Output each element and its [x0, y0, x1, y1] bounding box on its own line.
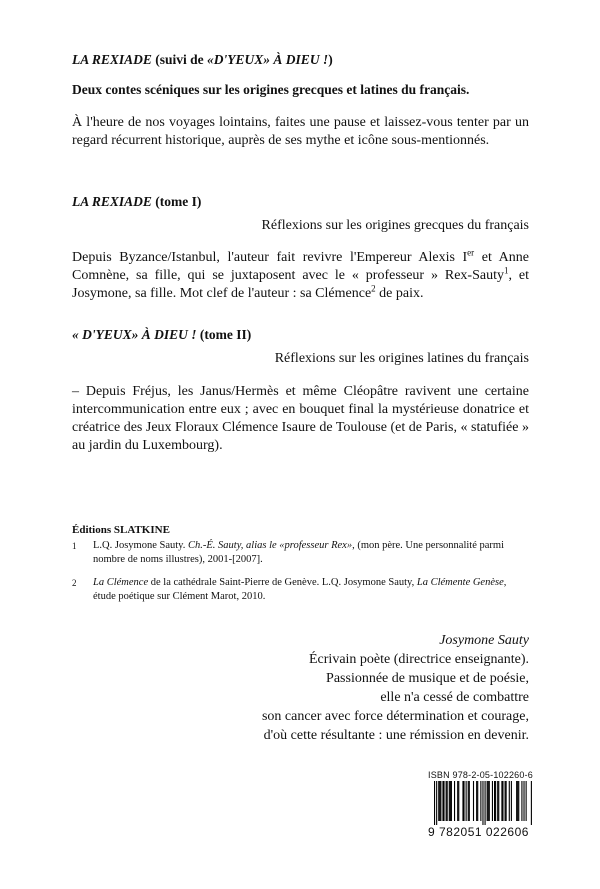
barcode-bar: [494, 781, 495, 821]
barcode-bar: [476, 781, 477, 821]
author-bio-line: elle n'a cessé de combattre: [380, 690, 529, 705]
barcode-bar: [438, 781, 439, 821]
barcode-bar: [451, 781, 452, 821]
footnote-ref-1: 1: [504, 265, 509, 276]
tome2-number: (tome II): [196, 327, 252, 342]
footnote-1-part-c: , (mon père. Une personnalité parmi nombre de noms illustres), 2001-[2007].: [93, 540, 504, 565]
barcode-bar: [457, 781, 458, 821]
author-bio-line: Écrivain poète (directrice enseignante).: [309, 652, 529, 667]
barcode-bar: [449, 781, 450, 821]
barcode-bar: [531, 781, 532, 825]
barcode-bar: [436, 781, 437, 825]
sequel-title: «D'YEUX» À DIEU !: [207, 52, 329, 67]
barcode-bar: [488, 781, 489, 821]
footnote-2-text: [93, 576, 529, 604]
book-subtitle: Deux contes scéniques sur les origines grecques et latines du français.: [72, 82, 470, 97]
barcode-bar: [485, 781, 486, 825]
footnote-1-text: [93, 539, 529, 567]
barcode-bar: [518, 781, 519, 821]
intro-paragraph: À l'heure de nos voyages lointains, faites une pause et laissez-vous tenter par un regard récurrent historique, auprès de ses mythe et icône sous-mentionnés.: [72, 115, 529, 148]
barcode-bar: [468, 781, 469, 821]
barcode-bar: [505, 781, 506, 821]
barcode-bar: [495, 781, 496, 821]
footnote-1-part-b: Ch.-É. Sauty, alias le «professeur Rex»: [187, 540, 353, 551]
barcode-bar: [477, 781, 478, 821]
tome2-paragraph: – Depuis Fréjus, les Janus/Hermès et même Cléopâtre ravivent une certaine intercommunication entre eux ; avec en bouquet final la mystérieuse donatrice et créatrice des Jeux Floraux Clémence Isaure de Toulouse (et de Paris, « statufiée » au jardin du Luxembourg).: [72, 384, 529, 453]
tome1-subheading: Réflexions sur les origines grecques du français: [261, 218, 529, 233]
isbn-barcode: [428, 770, 532, 840]
barcode-bar: [469, 781, 470, 821]
tome1-text-a: Depuis Byzance/Istanbul, l'auteur fait revivre l'Empereur Alexis I: [72, 250, 468, 265]
tome1-sup-er: er: [467, 247, 475, 258]
barcode-bar: [487, 781, 488, 821]
barcode-bar: [497, 781, 498, 821]
book-title-line: [72, 52, 333, 68]
footnote-2-part-b: de la cathédrale Saint-Pierre de Genève. L.Q. Josymone Sauty,: [148, 577, 417, 588]
tome2-title: « D'YEUX» À DIEU !: [72, 327, 197, 342]
barcode-bar: [443, 781, 444, 821]
author-bio-line: Passionnée de musique et de poésie,: [326, 671, 529, 686]
author-bio: [262, 631, 529, 745]
barcode-bar: [462, 781, 463, 821]
barcode-bar: [450, 781, 451, 821]
barcode-bar: [447, 781, 448, 821]
barcode-bar: [517, 781, 518, 821]
barcode-bar: [482, 781, 483, 825]
footnote-1: [72, 539, 529, 567]
footnote-2-part-a: La Clémence: [93, 577, 149, 588]
barcode-bar: [466, 781, 467, 821]
isbn-label: ISBN 978-2-05-102260-6: [428, 770, 533, 780]
footnote-1-number: 1: [72, 541, 77, 551]
barcode-bar: [480, 781, 481, 821]
footnote-2: [72, 576, 529, 604]
book-title: LA REXIADE: [72, 52, 152, 67]
tome1-paragraph: [72, 249, 529, 303]
barcode-bar: [498, 781, 499, 821]
footnote-2-number: 2: [72, 578, 77, 588]
barcode-bar: [489, 781, 490, 821]
barcode-bar: [516, 781, 517, 821]
footnote-1-part-a: L.Q. Josymone Sauty.: [93, 540, 188, 551]
barcode-bar: [442, 781, 443, 821]
author-name: Josymone Sauty: [439, 633, 529, 648]
barcode-bar: [492, 781, 493, 821]
tome1-text-d: de paix.: [375, 286, 424, 301]
tome1-number: (tome I): [151, 194, 202, 209]
barcode-bar: [521, 781, 522, 821]
title-paren-close: ): [328, 52, 333, 67]
footnote-ref-2: 2: [371, 283, 376, 294]
author-bio-line: son cancer avec force détermination et courage,: [261, 709, 529, 724]
tome1-text-c: , et Josymone, sa fille. Mot clef de l'auteur : sa Clémence: [72, 268, 530, 301]
barcode-bar: [501, 781, 502, 821]
tome1-title: LA REXIADE: [72, 194, 152, 209]
barcode-bar: [454, 781, 455, 821]
barcode-bar: [526, 781, 527, 821]
barcode-bar: [502, 781, 503, 821]
footnote-2-part-d: , étude poétique sur Clément Marot, 2010.: [93, 577, 507, 602]
barcode-bar: [463, 781, 464, 821]
barcode-bars: [428, 781, 532, 825]
title-paren-open: (suivi de: [151, 52, 208, 67]
author-bio-line: d'où cette résultante : une rémission en devenir.: [263, 728, 529, 743]
publisher-name: Éditions SLATKINE: [72, 524, 170, 536]
barcode-bar: [523, 781, 524, 821]
barcode-bar: [458, 781, 459, 821]
footnote-2-part-c: La Clémente Genèse: [416, 577, 504, 588]
barcode-bar: [434, 781, 435, 825]
barcode-number: 9 782051 022606: [428, 825, 529, 839]
tome1-text-b: et Anne Comnène, sa fille, qui se juxtaposent avec le « professeur » Rex-Sauty: [72, 250, 529, 283]
barcode-bar: [511, 781, 512, 821]
tome1-heading: [72, 194, 201, 210]
barcode-bar: [446, 781, 447, 821]
barcode-bar: [440, 781, 441, 821]
barcode-bar: [509, 781, 510, 821]
barcode-bar: [506, 781, 507, 821]
tome2-heading: [72, 327, 251, 343]
barcode-bar: [473, 781, 474, 821]
tome2-subheading: Réflexions sur les origines latines du français: [274, 351, 529, 366]
barcode-bar: [439, 781, 440, 821]
